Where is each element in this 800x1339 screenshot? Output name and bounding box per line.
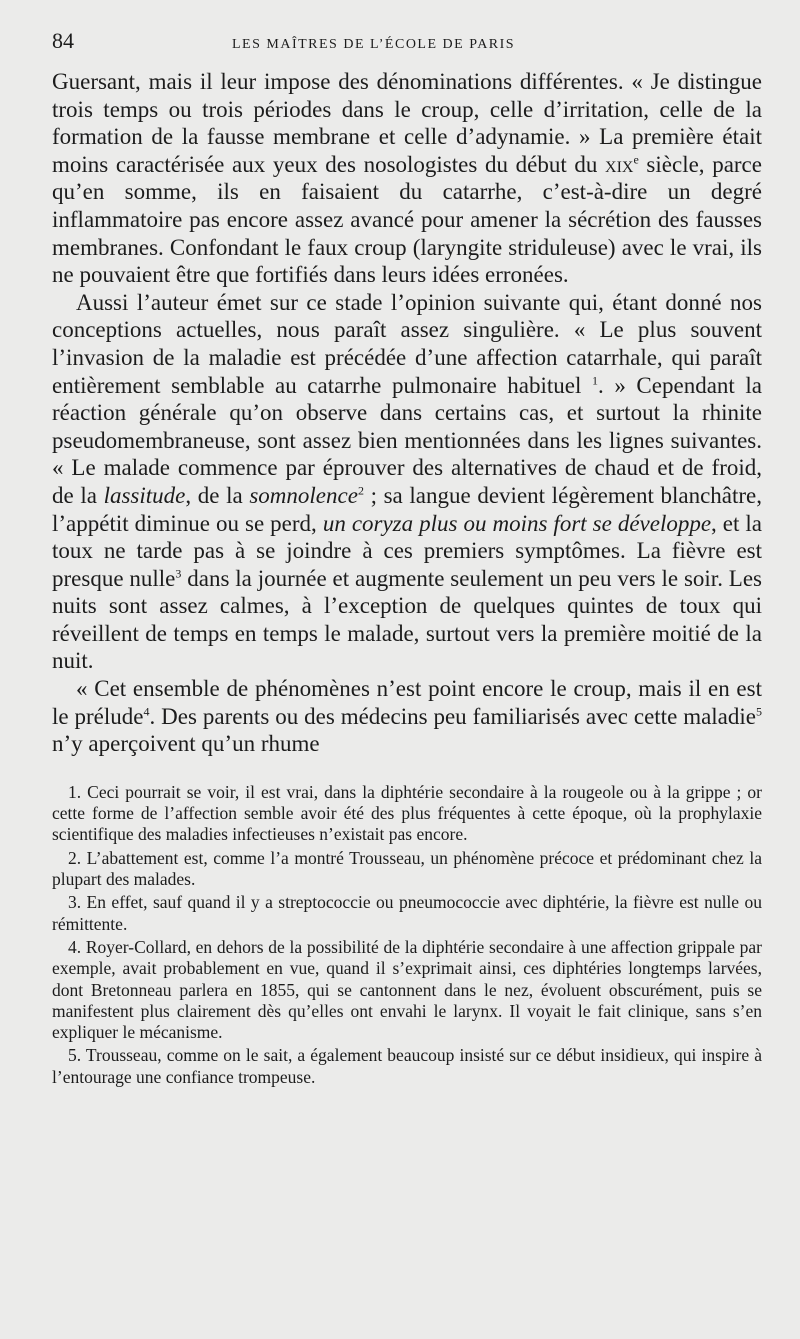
running-title: LES MAÎTRES DE L’ÉCOLE DE PARIS (232, 37, 516, 52)
text-segment: n’y aperçoivent qu’un rhume (52, 731, 320, 757)
page-number: 84 (52, 28, 74, 53)
text-segment: Aussi l’auteur émet sur ce stade l’opinion suivante qui, étant donné nos conceptions actuelles, nous paraît assez singulière. « Le plus souvent l’invasion de la maladie est précédée d’une affection catarrhale, qui paraît entièrement semblable au catarrhe pulmonaire habituel (52, 289, 762, 398)
text-segment: lassitude (103, 482, 186, 508)
footnote-ref: e (633, 152, 639, 167)
body-paragraph (52, 675, 762, 758)
footnote-ref: 4 (143, 704, 150, 718)
page-header (52, 28, 762, 68)
body-paragraph (52, 68, 762, 289)
body-text (52, 68, 762, 758)
text-segment: , et la toux ne tarde pas à se joindre à ces premiers symptômes. La fièvre est presque nulle (52, 510, 762, 591)
text-segment: somnolence (249, 482, 358, 508)
text-segment: Guersant, mais il leur impose des dénominations différentes. « Je distingue trois temps ou trois périodes dans le croup, celle d’irritation, celle de la formation de la fausse membrane et celle d’adynamie. » La première était moins caractérisée aux yeux des nosologistes du début du (52, 69, 762, 177)
footnote: 5. Trousseau, comme on le sait, a également beaucoup insisté sur ce début insidieux, qui inspire à l’entourage une confiance trompeuse. (52, 1045, 762, 1087)
footnotes (52, 782, 762, 1088)
text-segment: dans la journée et augmente seulement un peu vers le soir. Les nuits sont assez calmes, à l’exception de quelques quintes de toux qui réveillent de temps en temps le malade, surtout vers la première moitié de la nuit. (52, 565, 763, 674)
text-segment: . » Cependant la réaction générale qu’on observe dans certains cas, et surtout la rhinite pseudomembraneuse, sont assez bien mentionnées dans les lignes suivantes. « Le malade commence par éprouver des alternatives de chaud et de froid, de la (52, 372, 762, 508)
footnote: 4. Royer-Collard, en dehors de la possibilité de la diphtérie secondaire à une affection grippale par exemple, avait probablement en vue, quand il s’exprimait ainsi, ces diphtéries longtemps larvées, dont Bretonneau parlera en 1855, qui se cantonnent dans le nez, évoluent obscurément, puis se manifestent plus clairement dès qu’elles ont envahi le larynx. Il voyait le fait clinique, sans s’en expliquer le mécanisme. (52, 936, 762, 1043)
footnote-ref: 1 (591, 372, 598, 387)
footnote-ref: 2 (357, 483, 364, 498)
text-segment: . Des parents ou des médecins peu familiarisés avec cette maladie (149, 703, 756, 729)
footnote-ref: 3 (175, 566, 182, 581)
body-paragraph (52, 289, 762, 675)
footnote-ref: 5 (756, 704, 762, 718)
text-segment: , de la (185, 482, 250, 508)
footnote: 2. L’abattement est, comme l’a montré Trousseau, un phénomène précoce et prédominant chez la plupart des malades. (52, 847, 762, 890)
text-segment: un coryza plus ou moins fort se développe (322, 510, 712, 536)
footnote: 3. En effet, sauf quand il y a streptococcie ou pneumococcie avec diphtérie, la fièvre est nulle ou rémittente. (52, 892, 762, 934)
footnote: 1. Ceci pourrait se voir, il est vrai, dans la diphtérie secondaire à la rougeole ou à la grippe ; or cette forme de l’affection semble avoir été des plus fréquentes à cette époque, où la prophylaxie scientifique des maladies infectieuses n’existait pas encore. (52, 781, 762, 845)
text-segment: xix (605, 151, 634, 177)
text-segment: « Cet ensemble de phénomènes n’est point encore le croup, mais il en est le prélude (52, 676, 762, 729)
text-segment: ; sa langue devient légèrement blanchâtre, l’appétit diminue ou se perd, (52, 482, 763, 536)
text-segment: siècle, parce qu’en somme, ils en faisaient du catarrhe, c’est-à-dire un degré inflammatoire pas encore assez avancé pour amener la sécrétion des fausses membranes. Confondant le faux croup (laryngite striduleuse) avec le vrai, ils ne pouvaient être que fortifiés dans leurs idées erronées. (52, 151, 762, 288)
